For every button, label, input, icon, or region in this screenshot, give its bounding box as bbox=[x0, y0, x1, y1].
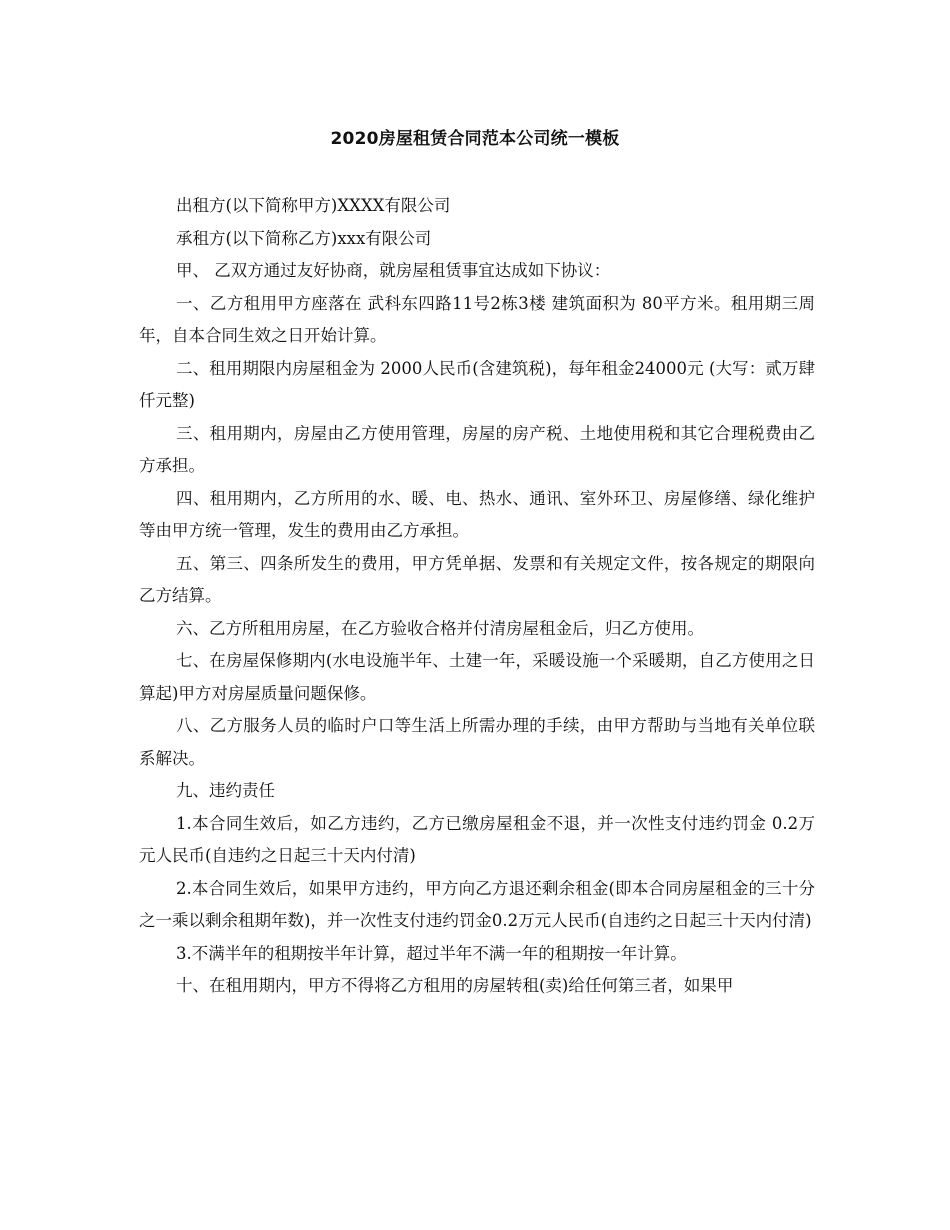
document-title: 2020房屋租赁合同范本公司统一模板 bbox=[330, 129, 620, 149]
clause-9-item-2: 2.本合同生效后，如果甲方违约，甲方向乙方退还剩余租金(即本合同房屋租金的三十分之一乘以剩余租期年数)，并一次性支付违约罚金0.2万元人民币(自违约之日起三十天内付清) bbox=[139, 878, 815, 930]
clause-8: 八、乙方服务人员的临时户口等生活上所需办理的手续，由甲方帮助与当地有关单位联系解决。 bbox=[139, 716, 815, 768]
agreement-intro: 甲、 乙双方通过友好协商，就房屋租赁事宜达成如下协议： bbox=[176, 261, 611, 280]
clause-10: 十、在租用期内，甲方不得将乙方租用的房屋转租(卖)给任何第三者，如果甲 bbox=[176, 976, 734, 995]
clause-7: 七、在房屋保修期内(水电设施半年、土建一年，采暖设施一个采暖期，自乙方使用之日算起)甲方对房屋质量问题保修。 bbox=[139, 651, 815, 703]
clause-4: 四、租用期内，乙方所用的水、暖、电、热水、通讯、室外环卫、房屋修缮、绿化维护等由甲方统一管理，发生的费用由乙方承担。 bbox=[139, 488, 815, 540]
clause-1: 一、乙方租用甲方座落在 武科东四路11号2栋3楼 建筑面积为 80平方米。租用期三周年，自本合同生效之日开始计算。 bbox=[139, 293, 815, 345]
lessor-line: 出租方(以下简称甲方)XXXX有限公司 bbox=[176, 196, 451, 215]
clause-6: 六、乙方所租用房屋，在乙方验收合格并付清房屋租金后，归乙方使用。 bbox=[176, 618, 704, 638]
clause-2: 二、租用期限内房屋租金为 2000人民币(含建筑税)，每年租金24000元 (大写：贰万肆仟元整) bbox=[139, 358, 815, 410]
clause-5: 五、第三、四条所发生的费用，甲方凭单据、发票和有关规定文件，按各规定的期限向乙方结算。 bbox=[139, 553, 815, 605]
lessee-line: 承租方(以下简称乙方)xxx有限公司 bbox=[176, 228, 432, 248]
clause-3: 三、租用期内，房屋由乙方使用管理，房屋的房产税、土地使用税和其它合理税费由乙方承担。 bbox=[139, 423, 815, 475]
document-body bbox=[139, 190, 815, 1003]
clause-9-item-3: 3.不满半年的租期按半年计算，超过半年不满一年的租期按一年计算。 bbox=[176, 943, 687, 963]
clause-9-item-1: 1.本合同生效后，如乙方违约，乙方已缴房屋租金不退，并一次性支付违约罚金 0.2万元人民币(自违约之日起三十天内付清) bbox=[139, 813, 815, 865]
clause-9-heading: 九、违约责任 bbox=[176, 781, 275, 800]
